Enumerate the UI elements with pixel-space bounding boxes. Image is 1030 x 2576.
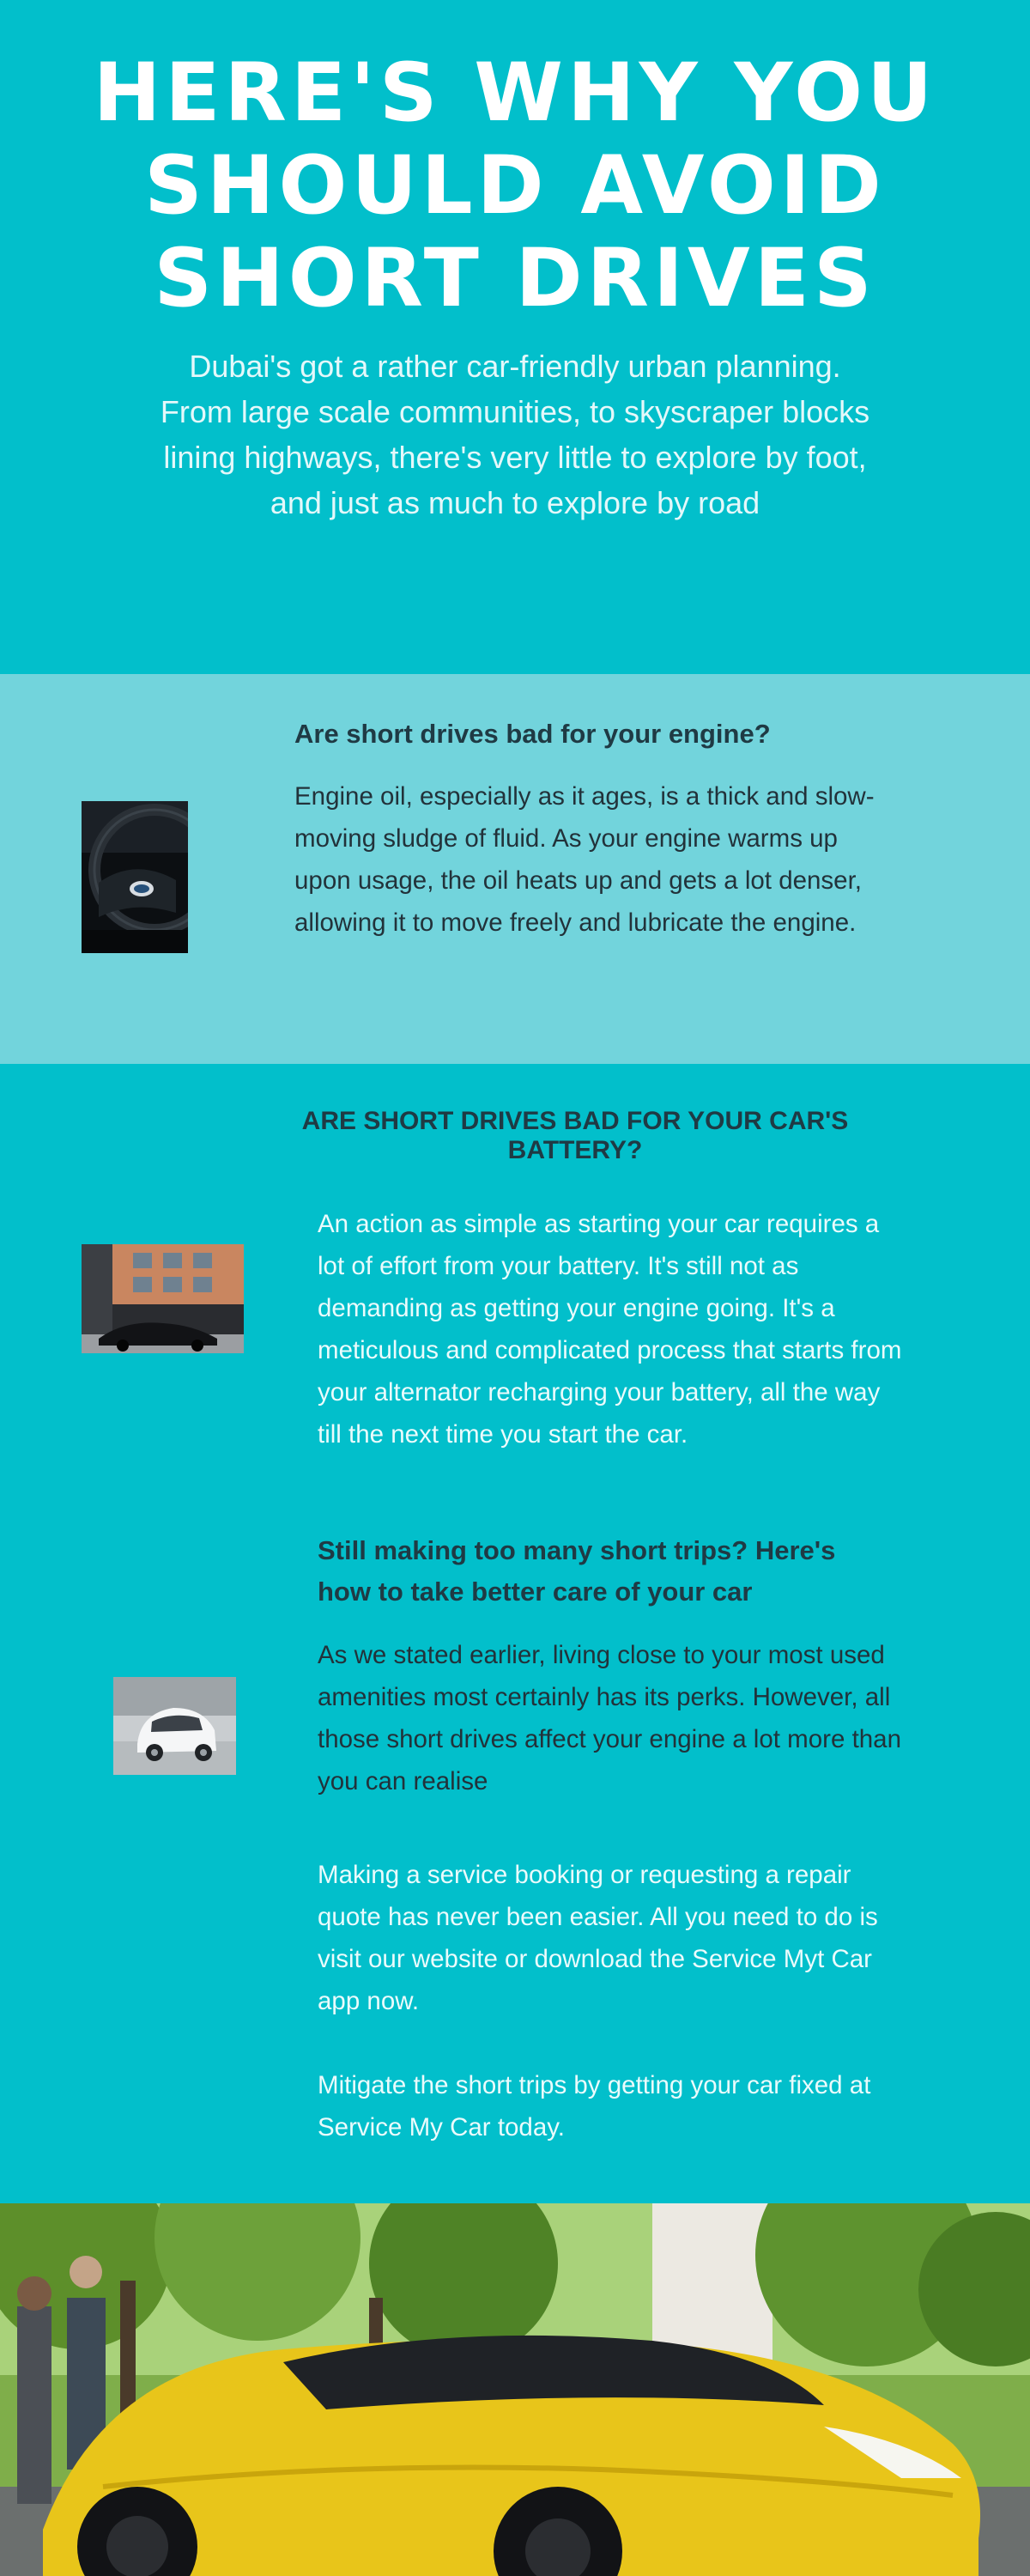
battery-body: An action as simple as starting your car requires a lot of effort from your battery. It's still not as demanding as getting your engine going. It's a meticulous and complicated process that starts from your alternator recharging your battery, all the way till the next time you start the car.: [318, 1210, 902, 1449]
closing-text: Mitigate the short trips by getting your car fixed at Service My Car today.: [318, 2071, 871, 2142]
street-car-photo: [82, 1244, 244, 1353]
hero-section: [0, 0, 1030, 674]
booking-text: Making a service booking or requesting a repair quote has never been easier. All you need to do is visit our website or download the Service Myt Car app now.: [318, 1861, 878, 2015]
battery-and-care-section: [0, 1064, 1030, 2203]
care-heading: Still making too many short trips? Here's how to take better care of your car: [318, 1535, 836, 1607]
battery-heading: ARE SHORT DRIVES BAD FOR YOUR CAR'S BATTERY?: [301, 1107, 849, 1164]
steering-wheel-photo: [82, 801, 188, 953]
yellow-sports-car-photo: [0, 2203, 1030, 2576]
page-title: HERE'S WHY YOU SHOULD AVOID SHORT DRIVES: [93, 46, 937, 325]
engine-body: Engine oil, especially as it ages, is a thick and slow-moving sludge of fluid. As your engine warms up upon usage, the oil heats up and gets a lot denser, allowing it to move freely and lubricate the engine.: [294, 782, 875, 937]
engine-section: [0, 674, 1030, 1064]
white-fiat-photo: [113, 1677, 236, 1775]
hero-subtitle: Dubai's got a rather car-friendly urban planning. From large scale communities, to skyscraper blocks lining highways, there's very little to explore by foot, and just as much to explore by road: [160, 349, 870, 520]
engine-heading: Are short drives bad for your engine?: [294, 719, 771, 749]
care-body: As we stated earlier, living close to your most used amenities most certainly has its perks. However, all those short drives affect your engine a lot more than you can realise: [318, 1641, 901, 1795]
